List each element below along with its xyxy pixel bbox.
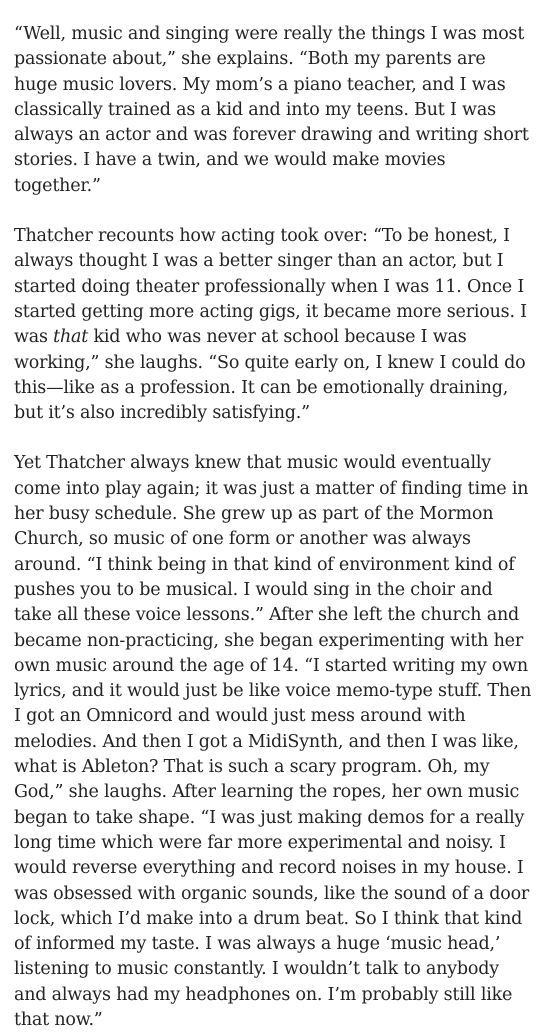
paragraph-2-text-end: kid who was never at school because I was working,” she laughs. “So quite early on, I knew I could do this—like as a profession. It can be emotionally draining, but it’s also incredibly satisfying.” (14, 327, 526, 424)
paragraph-2-text-start: Thatcher recounts how acting took over: “To be honest, I always thought I was a better singer than an actor, but I started doing theater professionally when I was 11. Once I started getting more acting gigs, it became more serious. I was (14, 226, 527, 348)
paragraph-2-emphasis: that (53, 327, 89, 348)
paragraph-1: “Well, music and singing were really the things I was most passionate about,” she explains. “Both my parents are huge music lovers. My mom’s a piano teacher, and I was classically trained as a kid and into my teens. But I was always an actor and was forever drawing and writing short stories. I have a twin, and we would make movies together.” (14, 24, 529, 196)
paragraph-3: Yet Thatcher always knew that music would eventually come into play again; it was just a matter of finding time in her busy schedule. She grew up as part of the Mormon Church, so music of one form or another was always around. “I think being in that kind of environment kind of pushes you to be musical. I would sing in the choir and take all these voice lessons.” After she left the church and became non-practicing, she began experimenting with her own music around the age of 14. “I started writing my own lyrics, and it would just be like voice memo-type stuff. Then I got an Omnicord and would just mess around with melodies. And then I got a MidiSynth, and then I was like, what is Ableton? That is such a scary program. Oh, my God,” she laughs. After learning the ropes, her own music began to take shape. “I was just making demos for a really long time which were far more experimental and noisy. I would reverse everything and record noises in my house. I was obsessed with organic sounds, like the sound of a door lock, which I’d make into a drum beat. So I think that kind of informed my taste. I was always a huge ‘music head,’ listening to music constantly. I wouldn’t talk to anybody and always had my headphones on. I’m probably still like that now.” (14, 453, 532, 1030)
paragraph-2 (14, 224, 533, 426)
